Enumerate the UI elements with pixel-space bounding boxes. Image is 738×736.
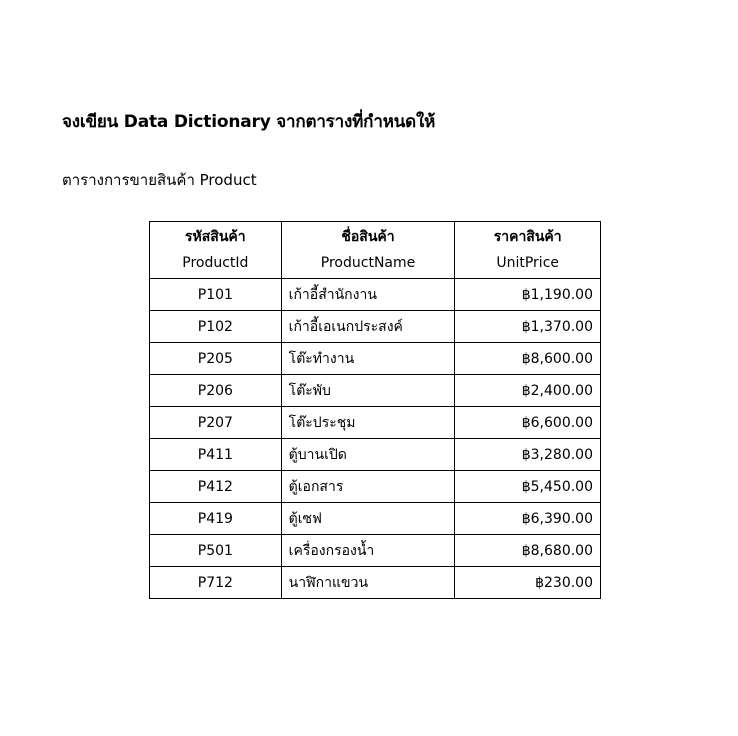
- column-header-field: UnitPrice: [496, 255, 560, 271]
- unit-price-cell: ฿6,390.00: [455, 503, 601, 535]
- table-caption: ตารางการขายสินค้า Product: [62, 171, 257, 189]
- column-header-product-name: [281, 222, 455, 279]
- product-name-cell: ตู้เอกสาร: [281, 471, 455, 503]
- table-row: [150, 311, 601, 343]
- column-header-thai: ราคาสินค้า: [493, 229, 562, 245]
- column-header-field: ProductId: [182, 255, 249, 271]
- product-id-cell: P712: [150, 567, 282, 599]
- product-id-cell: P412: [150, 471, 282, 503]
- product-name-cell: เครื่องกรองน้ำ: [281, 535, 455, 567]
- product-name-cell: เก้าอี้สำนักงาน: [281, 279, 455, 311]
- unit-price-cell: ฿1,370.00: [455, 311, 601, 343]
- product-name-cell: โต๊ะพับ: [281, 375, 455, 407]
- table-row: [150, 343, 601, 375]
- product-name-cell: ตู้เซฟ: [281, 503, 455, 535]
- unit-price-cell: ฿8,600.00: [455, 343, 601, 375]
- column-header-thai: รหัสสินค้า: [185, 229, 246, 245]
- unit-price-cell: ฿6,600.00: [455, 407, 601, 439]
- product-name-cell: โต๊ะประชุม: [281, 407, 455, 439]
- unit-price-cell: ฿1,190.00: [455, 279, 601, 311]
- table-row: [150, 503, 601, 535]
- product-table: [149, 221, 601, 599]
- table-row: [150, 279, 601, 311]
- product-id-cell: P501: [150, 535, 282, 567]
- table-header-row: [150, 222, 601, 279]
- column-header-unit-price: [455, 222, 601, 279]
- table-row: [150, 407, 601, 439]
- product-name-cell: ตู้บานเปิด: [281, 439, 455, 471]
- product-id-cell: P206: [150, 375, 282, 407]
- table-row: [150, 439, 601, 471]
- unit-price-cell: ฿8,680.00: [455, 535, 601, 567]
- table-row: [150, 471, 601, 503]
- unit-price-cell: ฿5,450.00: [455, 471, 601, 503]
- table-row: [150, 375, 601, 407]
- product-name-cell: โต๊ะทำงาน: [281, 343, 455, 375]
- unit-price-cell: ฿2,400.00: [455, 375, 601, 407]
- column-header-thai: ชื่อสินค้า: [341, 229, 395, 245]
- column-header-product-id: [150, 222, 282, 279]
- table-row: [150, 535, 601, 567]
- product-id-cell: P419: [150, 503, 282, 535]
- product-id-cell: P411: [150, 439, 282, 471]
- page-heading: จงเขียน Data Dictionary จากตารางที่กำหนดให้: [62, 112, 436, 132]
- product-id-cell: P205: [150, 343, 282, 375]
- product-id-cell: P207: [150, 407, 282, 439]
- unit-price-cell: ฿3,280.00: [455, 439, 601, 471]
- product-id-cell: P102: [150, 311, 282, 343]
- product-name-cell: เก้าอี้เอเนกประสงค์: [281, 311, 455, 343]
- product-id-cell: P101: [150, 279, 282, 311]
- unit-price-cell: ฿230.00: [455, 567, 601, 599]
- product-name-cell: นาฬิกาแขวน: [281, 567, 455, 599]
- column-header-field: ProductName: [320, 255, 416, 271]
- table-row: [150, 567, 601, 599]
